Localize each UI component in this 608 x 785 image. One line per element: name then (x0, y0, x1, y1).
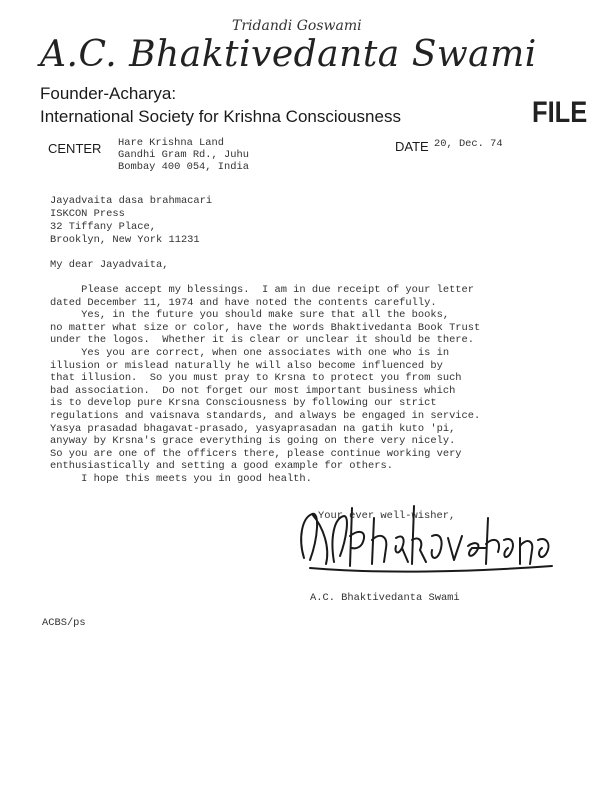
body-line: regulations and vaisnava standards, and always be engaged in service. (50, 409, 481, 422)
body-line: illusion or mislead naturally he will also become influenced by (50, 359, 443, 372)
body-line: no matter what size or color, have the words Bhaktivedanta Book Trust (50, 321, 481, 334)
body-line: that illusion. So you must pray to Krsna to protect you from such (50, 372, 462, 385)
letterhead-title-prefix: Tridandi Goswami (232, 18, 362, 34)
letterhead-role: Founder-Acharya: (40, 84, 177, 103)
date-label: DATE (395, 139, 429, 154)
file-stamp: FILE (532, 96, 588, 129)
body-line: bad association. Do not forget our most important business which (50, 384, 456, 397)
salutation: My dear Jayadvaita, (50, 259, 169, 271)
recipient-line: 32 Tiffany Place, (50, 221, 157, 233)
closing: Your ever well-wisher, (318, 510, 456, 522)
body-line: Yes, in the future you should make sure that all the books, (50, 309, 450, 322)
body-line: anyway by Krsna's grace everything is going on there very nicely. (50, 435, 456, 448)
body-line: Please accept my blessings. I am in due receipt of your letter (50, 284, 475, 296)
recipient-block (50, 195, 212, 247)
letterhead-society: International Society for Krishna Consciousness (40, 107, 401, 126)
letter-body (50, 284, 480, 486)
center-address-line: Bombay 400 054, India (118, 161, 249, 173)
body-line: Yes you are correct, when one associates with one who is in (50, 346, 450, 359)
center-address (118, 137, 249, 173)
body-line: under the logos. Whether it is clear or unclear it should be there. (50, 334, 475, 347)
body-line: I hope this meets you in good health. (50, 472, 312, 485)
signer-name: A.C. Bhaktivedanta Swami (310, 592, 460, 604)
body-line: enthusiastically and setting a good example for others. (50, 460, 393, 473)
body-line: Yasya prasadad bhagavat-prasado, yasyaprasadan na gatih kuto 'pi, (50, 422, 456, 435)
date-value: 20, Dec. 74 (434, 138, 503, 150)
body-line: is to develop pure Krsna Consciousness by following our strict (50, 397, 437, 410)
center-address-line: Hare Krishna Land (118, 137, 225, 149)
recipient-line: Jayadvaita dasa brahmacari (50, 195, 213, 207)
letterhead-name: A.C. Bhaktivedanta Swami (40, 34, 537, 75)
recipient-line: Brooklyn, New York 11231 (50, 234, 200, 246)
recipient-line: ISKCON Press (50, 208, 125, 220)
center-label: CENTER (48, 141, 102, 156)
reference-initials: ACBS/ps (42, 617, 86, 629)
handwritten-signature (290, 478, 560, 588)
body-line: So you are one of the officers there, please continue working very (50, 447, 462, 460)
body-line: dated December 11, 1974 and have noted the contents carefully. (50, 296, 437, 309)
center-address-line: Gandhi Gram Rd., Juhu (118, 149, 249, 161)
